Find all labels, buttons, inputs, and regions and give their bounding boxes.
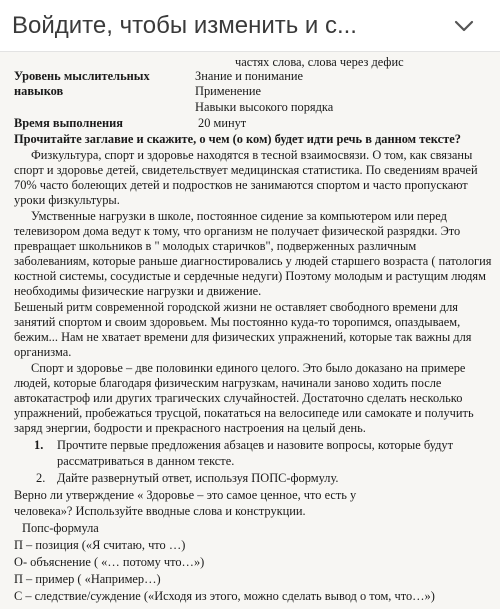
- question-line: Верно ли утверждение « Здоровье – это самое ценное, что есть у: [14, 488, 357, 502]
- paragraph-line: людей, которые благодаря физическим нагрузкам, начинали заново ходить после: [14, 376, 442, 390]
- expand-button[interactable]: [450, 12, 478, 40]
- paragraph-line: занятий спортом и своим здоровьем. Мы постоянно куда-то торопимся, опаздываем,: [14, 315, 461, 329]
- question-number: 2.: [36, 471, 46, 485]
- paragraph-line: заряд энергии, бодрости и прекрасного настроения на целый день.: [14, 421, 366, 435]
- paragraph-line: Бешеный ритм современной городской жизни не оставляет свободного времени для: [14, 300, 458, 314]
- paragraph-line: Физкультура, спорт и здоровье находятся в тесной взаимосвязи. О том, как связаны: [31, 148, 473, 162]
- time-label: Время выполнения: [14, 116, 124, 130]
- pops-item: П – позиция («Я считаю, что …): [14, 538, 186, 552]
- pops-item: П – пример ( «Например…): [14, 572, 161, 586]
- skill-value: Применение: [195, 84, 262, 98]
- paragraph-line: превращает школьников в " молодых старичков", подверженных различным: [14, 239, 417, 253]
- pops-item: О- объяснение ( «… потому что…»): [14, 555, 205, 569]
- paragraph-line: заболеваниям, которые раньше диагностировались у людей старшего возраста ( патология: [14, 254, 492, 268]
- skill-value: Знание и понимание: [195, 69, 304, 83]
- paragraph-line: 70% часто болеющих детей и подростков не занимаются спортом и часто пропускают: [14, 178, 468, 192]
- skill-level-label-2: навыков: [14, 84, 64, 98]
- question-line: человека»? Используйте вводные слова и конструкции.: [14, 504, 306, 518]
- question-number: 1.: [34, 438, 44, 452]
- paragraph-line: бежим... Нам не хватает времени для физических упражнений, которые так важны для: [14, 330, 472, 344]
- page-header: [0, 0, 500, 52]
- chevron-down-icon: [454, 20, 474, 32]
- task-heading: Прочитайте заглавие и скажите, о чем (о ком) будет идти речь в данном тексте?: [14, 132, 461, 146]
- paragraph-line: спорт и здоровье детей, свидетельствует медицинская статистика. По сведениям врачей: [14, 163, 478, 177]
- skill-level-label: Уровень мыслительных: [14, 69, 150, 83]
- paragraph-line: упражнений, пробежаться трусцой, покататься на велосипеде или самокате и получить: [14, 406, 474, 420]
- document-photo: [0, 52, 500, 609]
- question-line: рассматриваться в данном тексте.: [57, 454, 235, 468]
- question-line: Дайте развернутый ответ, используя ПОПС-формулу.: [57, 471, 339, 485]
- pops-title: Попс-формула: [22, 521, 99, 535]
- top-fragment: частях слова, слова через дефис: [235, 55, 404, 69]
- question-line: Прочтите первые предложения абзацев и назовите вопросы, которые будут: [57, 438, 454, 452]
- paragraph-line: костной системы, сосудистые и сердечные недуги) Поэтому молодым и растущим людям: [14, 269, 486, 283]
- skill-value: Навыки высокого порядка: [195, 100, 334, 114]
- time-value: 20 минут: [198, 116, 247, 130]
- paragraph-line: организма.: [14, 345, 72, 359]
- paragraph-line: Спорт и здоровье – две половинки единого целого. Это было доказано на примере: [31, 361, 466, 375]
- paragraph-line: уроки физкультуры.: [14, 193, 120, 207]
- paragraph-line: автокатастроф или других трагических случайностей. Достаточно сделать несколько: [14, 391, 463, 405]
- paragraph-line: телевизором дома ведут к тому, что организм не получает физической разрядки. Это: [14, 224, 461, 238]
- paragraph-line: необходимы физические нагрузки и движение.: [14, 284, 262, 298]
- paragraph-line: Умственные нагрузки в школе, постоянное сидение за компьютером или перед: [31, 209, 447, 223]
- pops-item: С – следствие/суждение («Исходя из этого, можно сделать вывод о том, что…»): [14, 589, 435, 603]
- page-title: Войдите, чтобы изменить и с...: [12, 11, 357, 39]
